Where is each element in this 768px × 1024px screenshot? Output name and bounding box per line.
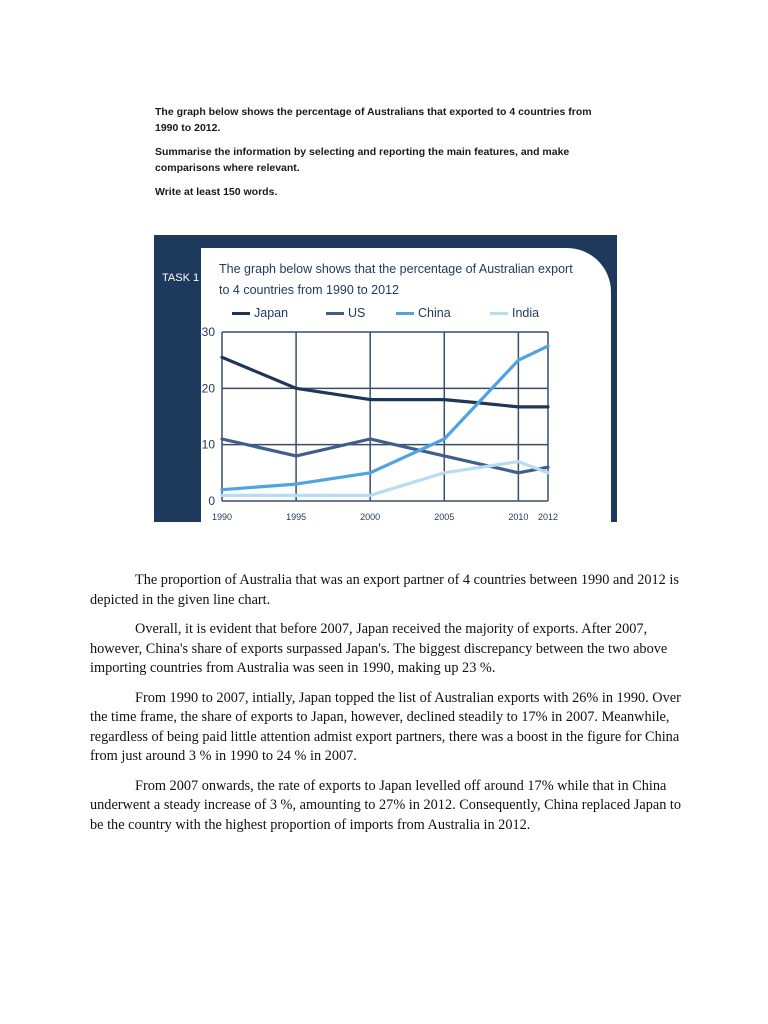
legend-swatch-us <box>326 312 344 315</box>
essay-paragraph-1: The proportion of Australia that was an export partner of 4 countries between 1990 and 2012 is depicted in the given line chart. <box>90 572 679 608</box>
prompt-description: The graph below shows the percentage of Australians that exported to 4 countries from 1990 to 2012. <box>155 106 592 134</box>
legend-label-india: India <box>512 306 540 320</box>
legend-item-japan <box>232 306 288 320</box>
x-tick-label-2000: 2000 <box>360 512 381 522</box>
x-tick-label-1995: 1995 <box>286 512 307 522</box>
essay-paragraph-3: From 1990 to 2007, intially, Japan topped the list of Australian exports with 26% in 1990. Over the time frame, the share of exports to Japan, however, declined steadily to 17% in 2007. Meanwhile, regardless of being paid little attention admist export partners, there was a boost in the figure for China from just around 3 % in 1990 to 24 % in 2007. <box>90 689 681 764</box>
task-prompt <box>155 104 615 208</box>
y-tick-label-10: 10 <box>201 437 215 452</box>
y-tick-label-20: 20 <box>201 381 215 396</box>
legend-swatch-japan <box>232 312 250 315</box>
chart-title: The graph below shows that the percentage of Australian export to 4 countries from 1990 to 2012 <box>219 262 573 297</box>
legend-swatch-china <box>396 312 414 315</box>
legend-item-india <box>490 306 539 320</box>
legend-label-us: US <box>348 306 366 320</box>
prompt-word-count: Write at least 150 words. <box>155 186 278 198</box>
x-tick-label-2010: 2010 <box>508 512 529 522</box>
legend-label-japan: Japan <box>254 306 289 320</box>
prompt-instruction: Summarise the information by selecting and reporting the main features, and make comparisons where relevant. <box>155 146 570 174</box>
x-tick-label-2012: 2012 <box>537 512 559 522</box>
task-label: TASK 1 <box>162 272 200 284</box>
x-tick-label-2005: 2005 <box>434 512 455 522</box>
line-chart <box>195 322 575 522</box>
essay-paragraph-2: Overall, it is evident that before 2007, Japan received the majority of exports. After 2007, however, China's share of exports surpassed Japan's. The biggest discrepancy between the two above importing countries from Australia was seen in 1990, making up 23 %. <box>90 621 668 676</box>
y-tick-label-0: 0 <box>208 494 215 508</box>
legend-item-china <box>396 306 451 320</box>
essay-body <box>90 571 690 845</box>
legend-label-china: China <box>418 306 451 320</box>
legend-item-us <box>326 306 365 320</box>
y-tick-label-30: 30 <box>201 325 215 339</box>
x-tick-label-1990: 1990 <box>211 512 233 522</box>
legend-swatch-india <box>490 312 508 315</box>
essay-paragraph-4: From 2007 onwards, the rate of exports to Japan levelled off around 17% while that in China underwent a steady increase of 3 %, amounting to 27% in 2012. Consequently, China replaced Japan to be the country with the highest proportion of imports from Australia in 2012. <box>90 777 682 833</box>
